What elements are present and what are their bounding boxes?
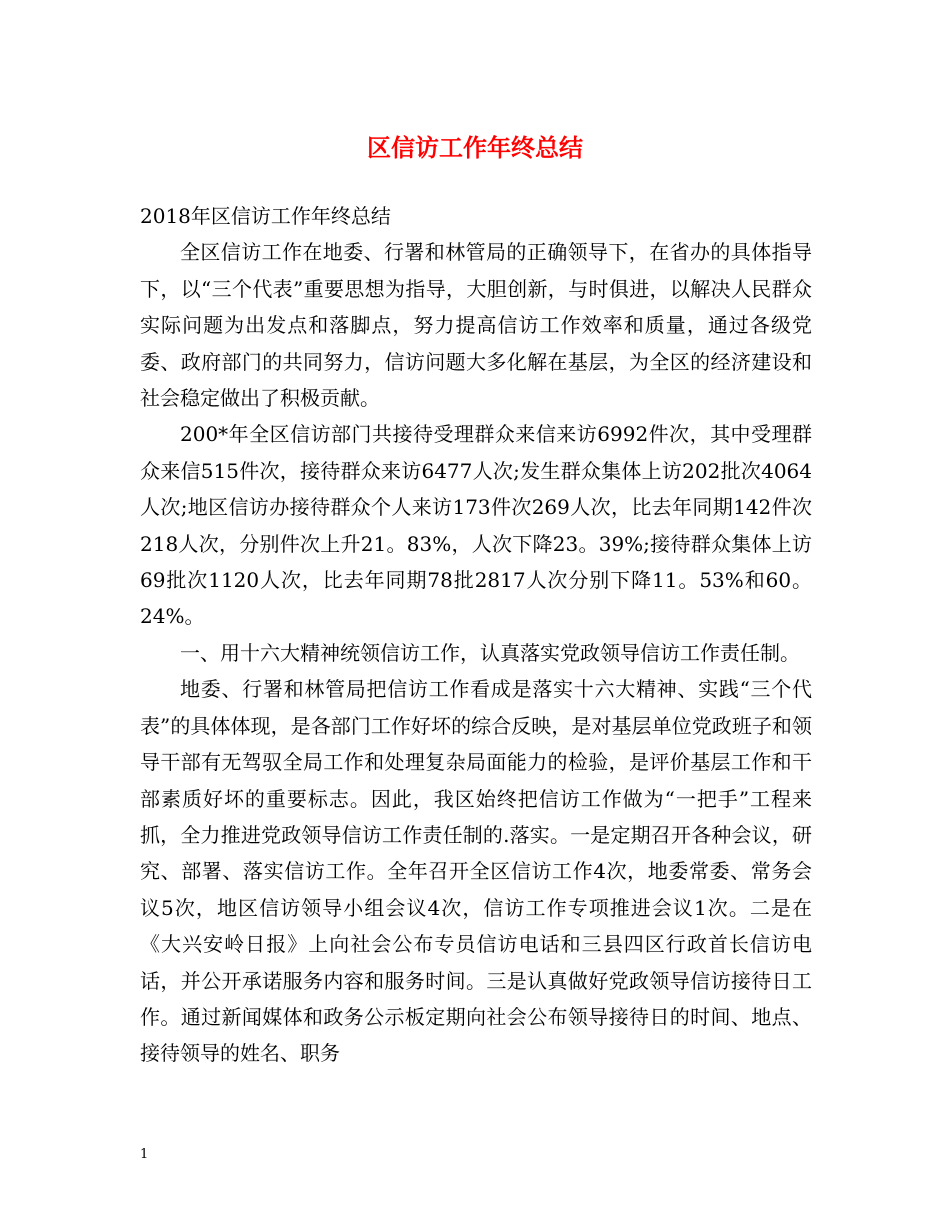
subtitle-paragraph: 2018年区信访工作年终总结 [140,204,391,228]
page-number: 1 [140,1147,149,1162]
document-body [140,198,812,1072]
body-paragraph-responsibility: 地委、行署和林管局把信访工作看成是落实十六大精神、实践“三个代表”的具体体现，是各部门工作好坏的综合反映，是对基层单位党政班子和领导干部有无驾驭全局工作和处理复杂局面能力的检验，是评价基层工作和干部素质好坏的重要标志。因此，我区始终把信访工作做为“一把手”工程来抓，全力推进党政领导信访工作责任制的.落实。一是定期召开各种会议，研究、部署、落实信访工作。全年召开全区信访工作4次，地委常委、常务会议5次，地区信访领导小组会议4次，信访工作专项推进会议1次。二是在《大兴安岭日报》上向社会公布专员信访电话和三县四区行政首长信访电话，并公开承诺服务内容和服务时间。三是认真做好党政领导信访接待日工作。通过新闻媒体和政务公示板定期向社会公布领导接待日的时间、地点、接待领导的姓名、职务 [140,677,812,1066]
body-paragraph-statistics: 200*年全区信访部门共接待受理群众来信来访6992件次，其中受理群众来信515件次，接待群众来访6477人次;发生群众集体上访202批次4064人次;地区信访办接待群众个人来访173件次269人次，比去年同期142件次218人次，分别件次上升21。83%，人次下降23。39%;接待群众集体上访69批次1120人次，比去年同期78批2817人次分别下降11。53%和60。24%。 [140,422,812,629]
body-paragraph-intro: 全区信访工作在地委、行署和林管局的正确领导下，在省办的具体指导下，以“三个代表”重要思想为指导，大胆创新，与时俱进，以解决人民群众实际问题为出发点和落脚点，努力提高信访工作效率和质量，通过各级党委、政府部门的共同努力，信访问题大多化解在基层，为全区的经济建设和社会稳定做出了积极贡献。 [140,240,812,411]
section-heading-one: 一、用十六大精神统领信访工作，认真落实党政领导信访工作责任制。 [180,640,800,665]
document-title: 区信访工作年终总结 [367,134,583,162]
